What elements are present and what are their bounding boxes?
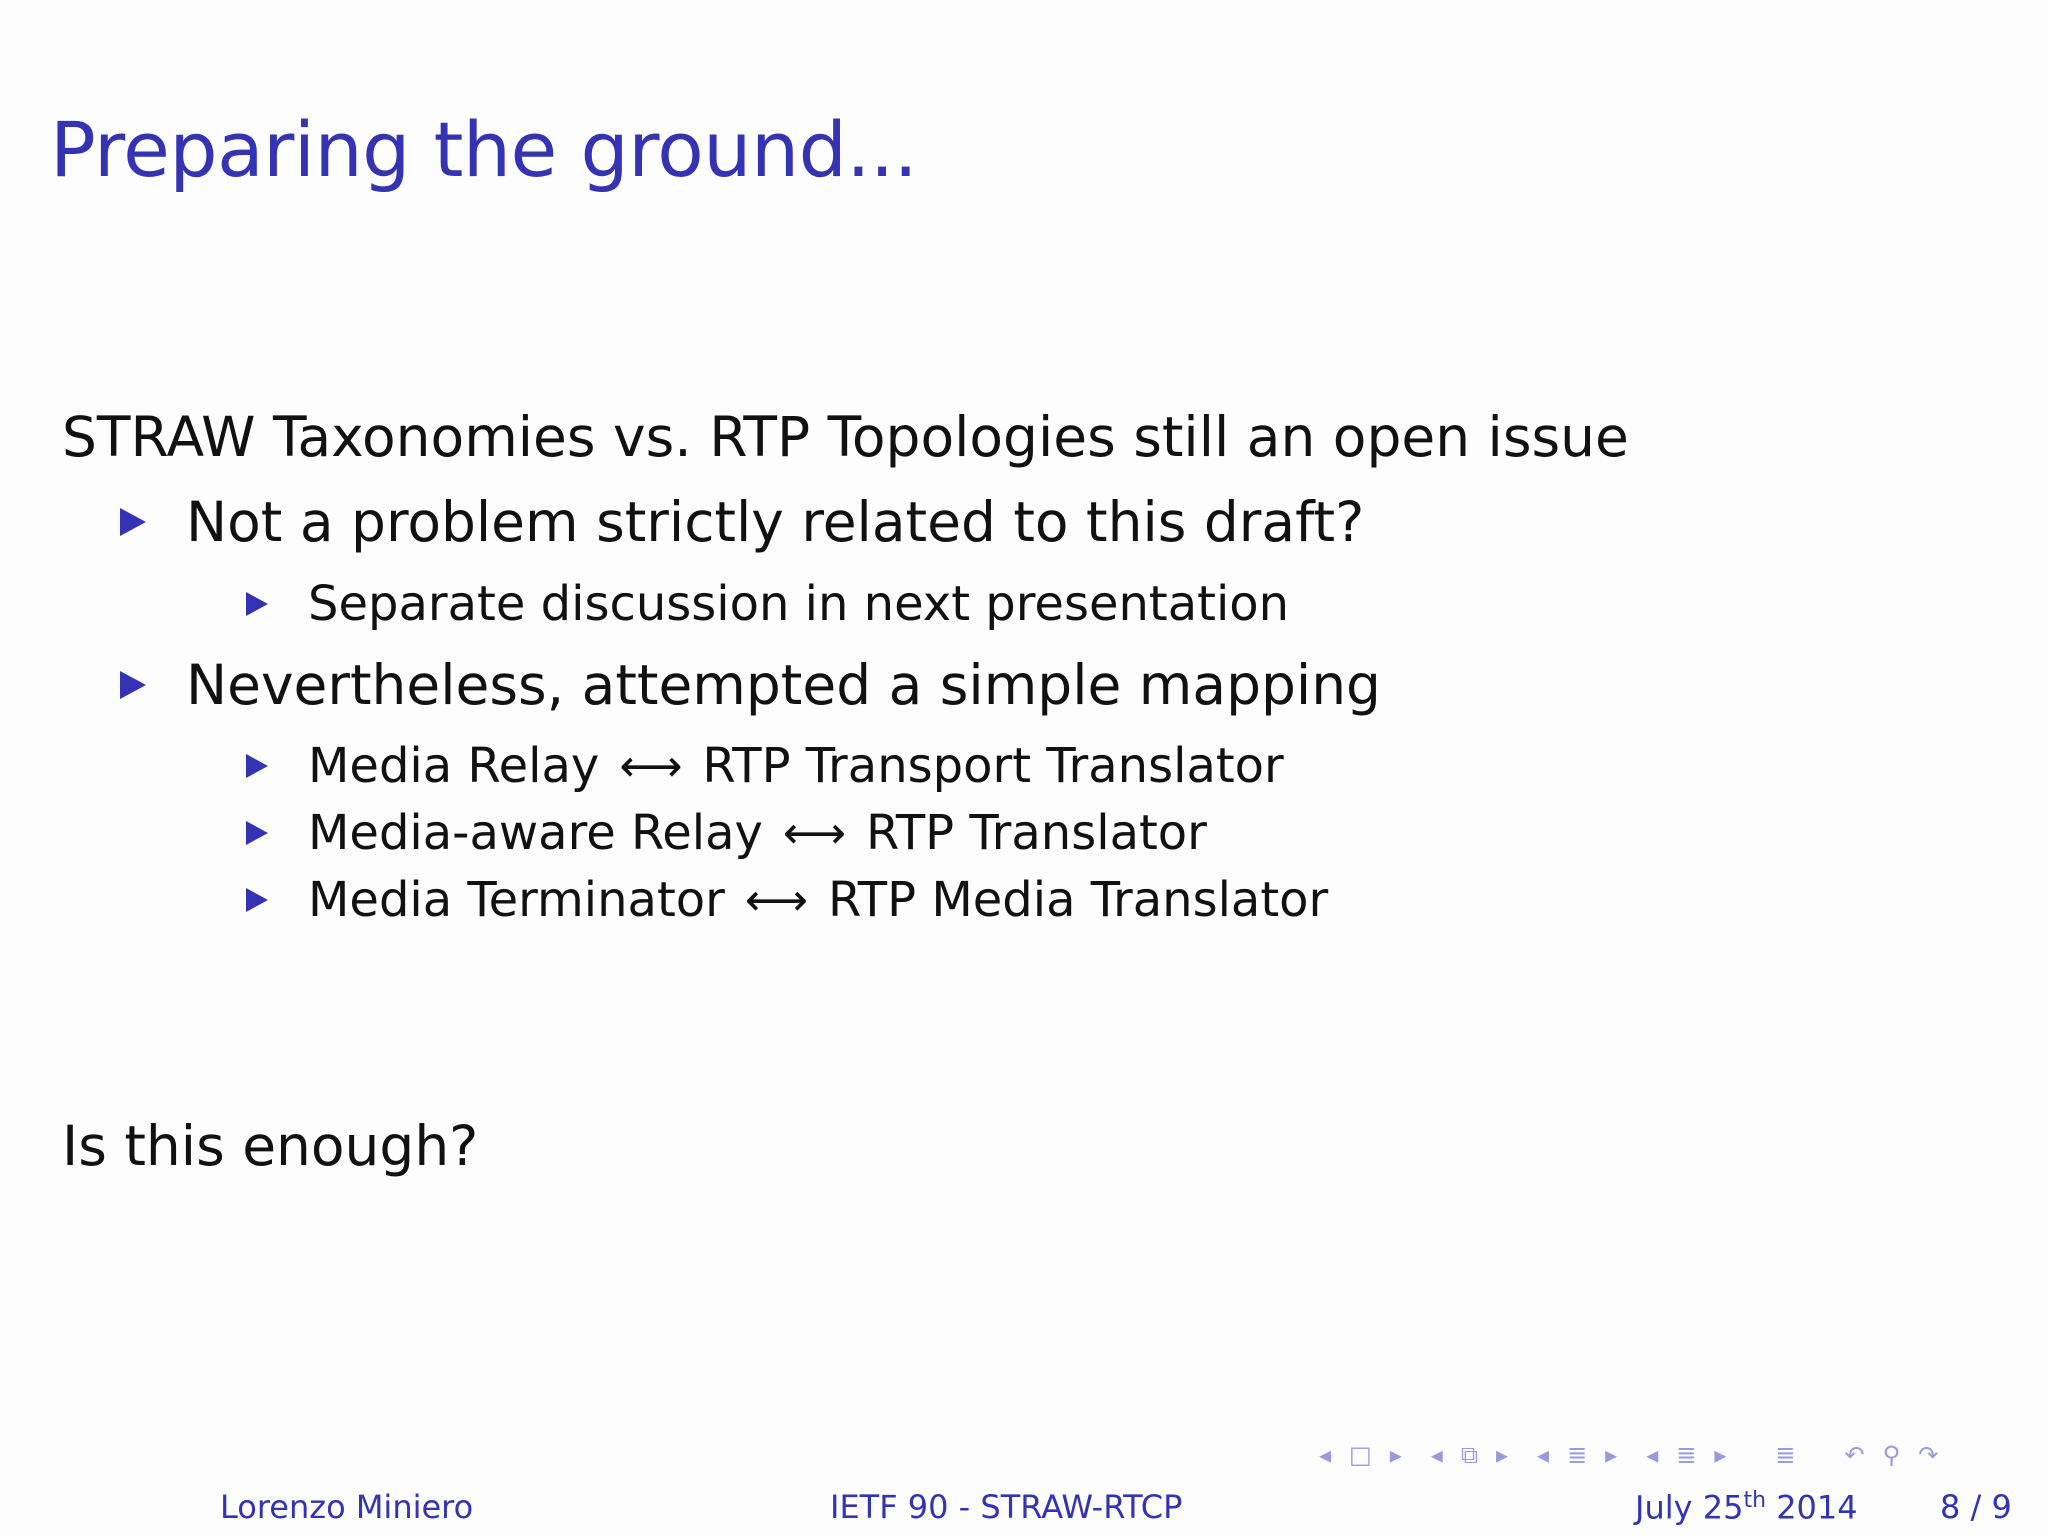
mapping-left: Media Relay xyxy=(308,738,600,794)
bullet-triangle-icon xyxy=(246,754,268,778)
bullet-triangle-icon xyxy=(246,592,268,616)
mapping-left: Media-aware Relay xyxy=(308,805,763,861)
closing-question: Is this enough? xyxy=(62,1114,479,1178)
section-icon[interactable]: ≣ xyxy=(1567,1441,1588,1469)
double-arrow-icon: ⟷ xyxy=(782,807,846,859)
bullet-triangle-icon xyxy=(120,671,146,699)
prev-frame-icon[interactable]: ◂ xyxy=(1319,1441,1332,1469)
prev-subsection-icon[interactable]: ◂ xyxy=(1430,1441,1443,1469)
mapping-right: RTP Transport Translator xyxy=(702,738,1284,794)
date-prefix: July 25 xyxy=(1635,1488,1744,1527)
prev-slide-icon[interactable]: ◂ xyxy=(1646,1441,1659,1469)
beamer-navigation xyxy=(1310,1440,1947,1470)
next-frame-icon[interactable]: ▸ xyxy=(1389,1441,1402,1469)
sub-bullet-1-1 xyxy=(246,576,1289,632)
footer-event: IETF 90 - STRAW-RTCP xyxy=(830,1488,1183,1526)
prev-section-icon[interactable]: ◂ xyxy=(1537,1441,1550,1469)
toc-icon[interactable]: ≣ xyxy=(1775,1441,1796,1469)
double-arrow-icon: ⟷ xyxy=(619,740,683,792)
date-superscript: th xyxy=(1743,1488,1767,1513)
date-year: 2014 xyxy=(1766,1488,1858,1527)
back-icon[interactable]: ↶ xyxy=(1844,1441,1865,1469)
bullet-text: Not a problem strictly related to this draft? xyxy=(186,490,1365,554)
footer-page-number: 8 / 9 xyxy=(1940,1488,2012,1526)
frame-icon[interactable]: □ xyxy=(1349,1441,1372,1469)
bullet-triangle-icon xyxy=(246,821,268,845)
footer-author: Lorenzo Miniero xyxy=(220,1488,474,1526)
next-section-icon[interactable]: ▸ xyxy=(1605,1441,1618,1469)
search-icon[interactable]: ⚲ xyxy=(1882,1441,1901,1469)
double-arrow-icon: ⟷ xyxy=(744,874,808,926)
mapping-row-1 xyxy=(246,738,1284,794)
bullet-1 xyxy=(120,490,1364,554)
bullet-triangle-icon xyxy=(246,888,268,912)
forward-icon[interactable]: ↷ xyxy=(1918,1441,1939,1469)
mapping-right: RTP Translator xyxy=(866,805,1207,861)
next-subsection-icon[interactable]: ▸ xyxy=(1495,1441,1509,1469)
subsection-icon[interactable]: ⧉ xyxy=(1460,1441,1478,1469)
next-slide-icon[interactable]: ▸ xyxy=(1714,1441,1727,1469)
mapping-row-2 xyxy=(246,805,1207,861)
bullet-2 xyxy=(120,653,1381,717)
footer-date xyxy=(1635,1488,1858,1527)
sub-bullet-text: Separate discussion in next presentation xyxy=(308,576,1290,632)
bullet-triangle-icon xyxy=(120,508,146,536)
slide-icon[interactable]: ≣ xyxy=(1676,1441,1697,1469)
mapping-row-3 xyxy=(246,872,1328,928)
bullet-text: Nevertheless, attempted a simple mapping xyxy=(186,653,1381,717)
slide-title: Preparing the ground... xyxy=(50,105,918,194)
mapping-right: RTP Media Translator xyxy=(827,872,1329,928)
mapping-left: Media Terminator xyxy=(308,872,725,928)
lead-text: STRAW Taxonomies vs. RTP Topologies still an open issue xyxy=(62,405,1629,469)
